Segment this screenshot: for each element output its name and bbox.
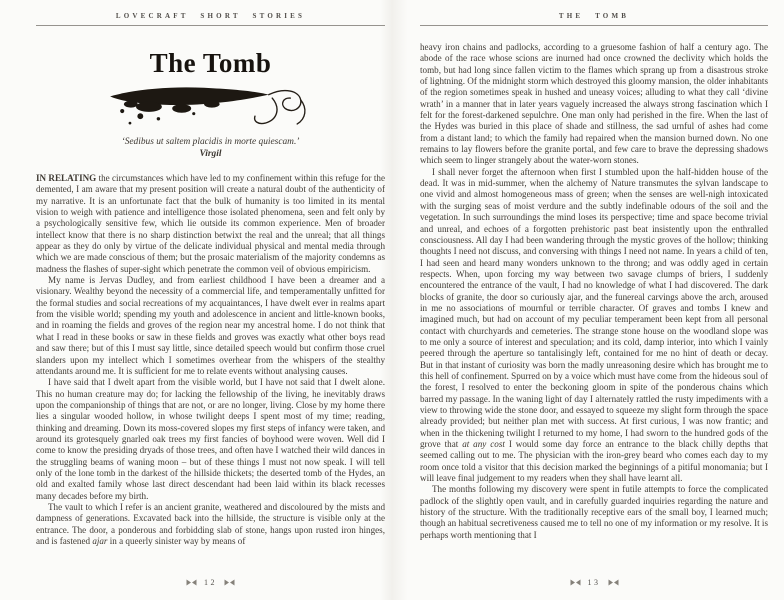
page-number-right [420, 578, 768, 587]
epigraph [36, 137, 385, 160]
paragraph: The months following my discovery were spent in futile attempts to force the complicated padlock of the slightly open vault, and in carefully guarded inquiries regarding the nature and history of the structure. With the traditionally receptive ears of the small boy, I learned much; though an habitual secretiveness caused me to tell no one of my information or my resolve. It is perhaps worth mentioning that I [420, 484, 768, 540]
page-number-value: 12 [204, 578, 217, 587]
page-number-left [36, 578, 385, 587]
page-number-value: 13 [587, 578, 601, 587]
running-head-left: LOVECRAFT SHORT STORIES [36, 12, 385, 26]
paragraph: I have said that I dwelt apart from the visible world, but I have not said that I dwelt alone. This no human creature may do; for lacking the fellowship of the living, he inevitably draws upon the companionship of things that are not, or are no longer, living. Close by my home there lies a singular wooded hollow, in whose twilight deeps I spent most of my time; reading, thinking and dreaming. Down its moss-covered slopes my first steps of infancy were taken, and around its grotesquely gnarled oak trees my first fancies of boyhood were woven. Well did I come to know the presiding dryads of those trees, and often have I watched their wild dances in the struggling beams of waning moon – but of these things I must not now speak. I will tell only of the lone tomb in the darkest of the hillside thickets; the deserted tomb of the Hydes, an old and exalted family whose last direct descendant had been laid within its black recesses many decades before my birth. [36, 377, 385, 501]
running-head-right: THE TOMB [420, 12, 768, 26]
fleuron-icon [186, 579, 197, 586]
paragraph: The vault to which I refer is an ancient granite, weathered and discoloured by the mists and dampness of generations. Excavated back into the hillside, the structure is visible only at the entrance. The door, a ponderous and forbidding slab of stone, hangs upon rusted iron hinges, and is fastened ajar in a queerly sinister way by means of [36, 501, 385, 546]
paragraph: My name is Jervas Dudley, and from earliest childhood I have been a dreamer and a visionary. Wealthy beyond the necessity of a commercial life, and temperamentally unfitted for the formal studies and social recreations of my acquaintances, I have dwelt ever in realms apart from the visible world; spending my youth and adolescence in ancient and little-known books, and in roaming the fields and groves of the region near my ancestral home. I do not think that what I read in these books or saw in these fields and groves was exactly what other boys read and saw there; but of this I must say little, since detailed speech would but confirm those cruel slanders upon my intellect which I sometimes overhear from the whispers of the stealthy attendants around me. It is sufficient for me to relate events without analysing causes. [36, 275, 385, 376]
paragraph: IN RELATING the circumstances which have led to my confinement within this refuge for the demented, I am aware that my present position will create a natural doubt of the authenticity of my narrative. It is an unfortunate fact that the bulk of humanity is too limited in its mental vision to weigh with patience and intelligence those isolated phenomena, seen and felt only by a psychologically sensitive few, which lie outside its common experience. Men of broader intellect know that there is no sharp distinction betwixt the real and the unreal; that all things appear as they do only by virtue of the delicate individual physical and mental media through which we are made conscious of them; but the prosaic materialism of the majority condemns as madness the flashes of super-sight which penetrate the common veil of obvious empiricism. [36, 173, 385, 274]
right-page [392, 0, 784, 600]
paragraph: heavy iron chains and padlocks, according to a gruesome fashion of half a century ago. The abode of the race whose scions are inurned had once crowned the declivity which holds the tomb, but had long since fallen victim to the flames which sprang up from a disastrous stroke of lightning. Of the midnight storm which destroyed this gloomy mansion, the older inhabitants of the region sometimes speak in hushed and uneasy voices; alluding to what they call ‘divine wrath’ in a manner that in later years vaguely increased the always strong fascination which I felt for the forest-darkened sepulchre. One man only had perished in the fire. When the last of the Hydes was buried in this place of shade and stillness, the sad urnful of ashes had come from a distant land; to which the family had repaired when the mansion burned down. No one remains to lay flowers before the granite portal, and few care to brave the depressing shadows which seem to linger strangely about the water-worn stones. [420, 42, 768, 166]
right-page-body [420, 42, 768, 541]
fleuron-icon [570, 579, 581, 586]
fleuron-icon [224, 579, 235, 586]
paragraph: I shall never forget the afternoon when first I stumbled upon the half-hidden house of the dead. It was in mid-summer, when the alchemy of Nature transmutes the sylvan landscape to one vivid and almost homogeneous mass of green; when the senses are well-nigh intoxicated with the surging seas of moist verdure and the subtly indefinable odours of the soil and the vegetation. In such surroundings the mind loses its perspective; time and space become trivial and unreal, and echoes of a forgotten prehistoric past beat insistently upon the enthralled consciousness. All day I had been wandering through the mystic groves of the hollow; thinking thoughts I need not discuss, and conversing with things I need not name. In years a child of ten, I had seen and heard many wonders unknown to the throng; and was oddly aged in certain respects. When, upon forcing my way between two savage clumps of briers, I suddenly encountered the entrance of the vault, I had no knowledge of what I had discovered. The dark blocks of granite, the door so curiously ajar, and the funereal carvings above the arch, aroused in me no associations of mournful or terrible character. Of graves and tombs I knew and imagined much, but had on account of my peculiar temperament been kept from all personal contact with churchyards and cemeteries. The strange stone house on the woodland slope was to me only a source of interest and speculation; and its cold, damp interior, into which I vainly peered through the aperture so tantalisingly left, contained for me no hint of death or decay. But in that instant of curiosity was born the madly unreasoning desire which has brought me to this hell of confinement. Spurred on by a voice which must have come from the hideous soul of the forest, I resolved to enter the beckoning gloom in spite of the ponderous chains which barred my passage. In the waning light of day I alternately rattled the rusty impediments with a view to throwing wide the stone door, and essayed to squeeze my slight form through the space already provided; but neither plan met with success. At first curious, I was now frantic; and when in the thickening twilight I returned to my home, I had sworn to the hundred gods of the grove that at any cost I would some day force an entrance to the black chilly depths that seemed calling out to me. The physician with the iron-grey beard who comes each day to my room once told a visitor that this decision marked the beginnings of a pitiful monomania; but I will leave final judgement to my readers when they shall have learnt all. [420, 166, 768, 484]
fleuron-icon [608, 579, 619, 586]
title-flourish-ornament-wrap [36, 80, 385, 130]
epigraph-attribution: Virgil [199, 148, 222, 159]
left-page-body [36, 173, 385, 547]
epigraph-quote: ‘Sedibus ut saltem placidis in morte quiescam.’ [121, 137, 300, 147]
chapter-title: The Tomb [149, 48, 272, 78]
ink-flourish-icon [105, 80, 317, 130]
